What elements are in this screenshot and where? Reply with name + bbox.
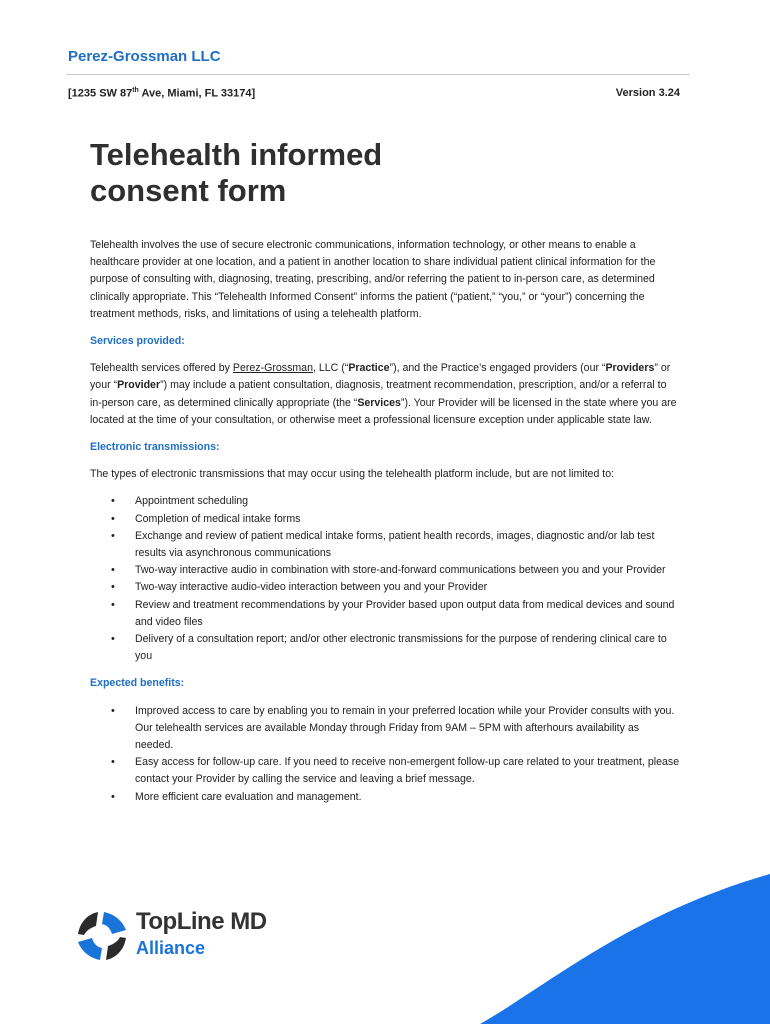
- benefits-heading: Expected benefits:: [90, 677, 185, 690]
- list-item: • Appointment scheduling: [135, 493, 680, 510]
- header-divider: [66, 74, 690, 75]
- title-line-2: consent form: [90, 173, 287, 208]
- logo-wordmark: TopLine MD: [136, 908, 267, 935]
- intro-paragraph: Telehealth involves the use of secure electronic communications, information technology, or other means to enable a healthcare provider at one location, and a patient in another location to share individual patient clinical information for the purpose of consulting with, diagnosing, treating, prescribing, and/or referring the patient to in-person care, as determined clinically appropriate. This “Telehealth Informed Consent” informs the patient (“patient,” “you,” or “your”) concerning the treatment methods, risks, and limitations of using a telehealth platform.: [90, 239, 656, 320]
- list-item: • Delivery of a consultation report; and/or other electronic transmissions for the purpose of rendering clinical care to you: [135, 631, 680, 665]
- list-item: • Easy access for follow-up care. If you need to receive non-emergent follow-up care related to your treatment, please contact your Provider by calling the service and leaving a brief message.: [135, 754, 680, 788]
- list-item: • Improved access to care by enabling you to remain in your preferred location while your Provider consults with you. Our telehealth services are available Monday through Friday from 9AM – 5PM with afterhours availability as needed.: [135, 703, 680, 755]
- list-item: • Review and treatment recommendations by your Provider based upon output data from medical devices and sound and video files: [135, 597, 680, 631]
- company-link[interactable]: Perez-Grossman: [232, 362, 313, 375]
- corner-decoration: [480, 874, 770, 1024]
- services-heading: Services provided:: [90, 335, 185, 348]
- list-item: • Two-way interactive audio in combination with store-and-forward communications between you and your Provider: [135, 562, 680, 579]
- topline-logo-icon: [74, 908, 130, 964]
- title-line-1: Telehealth informed: [90, 137, 383, 172]
- company-address: [1235 SW 87th Ave, Miami, FL 33174]: [68, 87, 256, 100]
- list-item: • Exchange and review of patient medical intake forms, patient health records, images, diagnostic and/or lab test results via asynchronous communications: [135, 528, 680, 562]
- logo-subtitle: Alliance: [136, 938, 206, 958]
- company-name: Perez-Grossman LLC: [68, 48, 221, 65]
- electronic-list: [90, 493, 680, 665]
- version-label: Version 3.24: [615, 87, 680, 99]
- services-paragraph: Telehealth services offered by Perez-Grossman, LLC (“Practice”), and the Practice’s engaged providers (our “Providers” or your “Provider”) may include a patient consultation, diagnosis, treatment recommendation, prescription, and/or a referral to in-person care, as determined clinically appropriate (the “Services”). Your Provider will be licensed in the state where you are located at the time of your consultation, or otherwise meet a professional licensure exception under applicable state law.: [90, 362, 677, 426]
- list-item: • Completion of medical intake forms: [135, 511, 680, 528]
- electronic-heading: Electronic transmissions:: [90, 441, 220, 454]
- list-item: • Two-way interactive audio-video interaction between you and your Provider: [135, 579, 680, 596]
- list-item: • More efficient care evaluation and management.: [135, 789, 680, 806]
- electronic-intro: The types of electronic transmissions that may occur using the telehealth platform include, but are not limited to:: [90, 468, 615, 481]
- document-body: [90, 237, 680, 816]
- page-title: [90, 137, 490, 209]
- benefits-list: [90, 703, 680, 806]
